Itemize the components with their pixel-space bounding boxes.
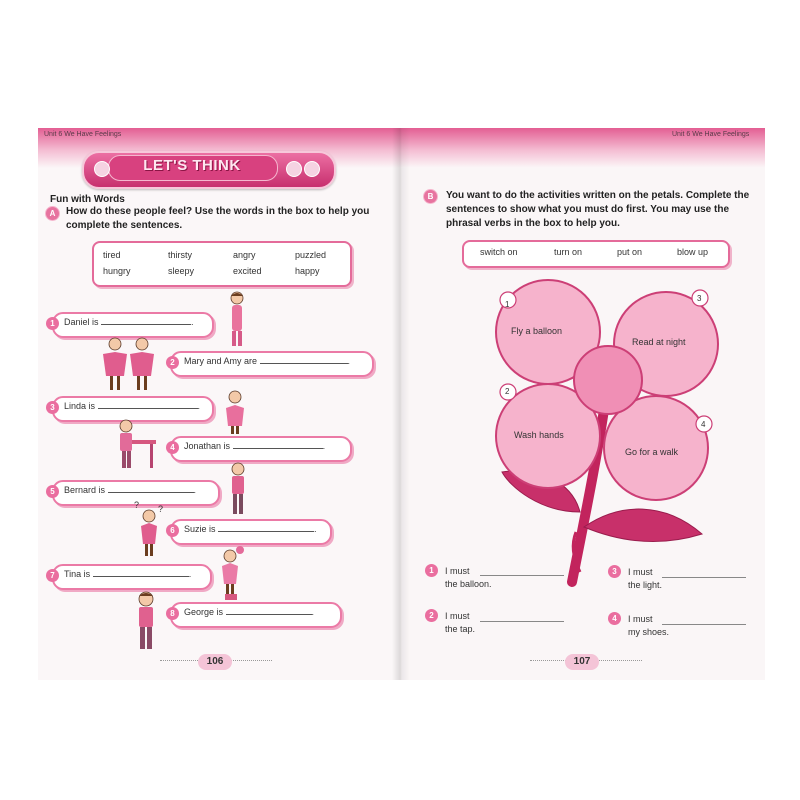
boy-at-desk-figure [110,416,160,472]
girl-with-flowers-figure [216,544,246,600]
word-box-item: happy [295,266,320,276]
word-box-item: excited [233,266,262,276]
answer-line2: the tap. [445,624,476,634]
question-text: Linda is . [64,401,201,411]
question-text: Suzie is . [184,524,317,534]
answer-line2: my shoes. [628,627,670,637]
question-text: George is . [184,607,315,617]
svg-text:?: ? [158,504,164,514]
question-number: 8 [166,607,179,620]
answer-blank[interactable] [260,363,348,364]
question-number: 7 [46,569,59,582]
word-box-item: puzzled [295,250,327,260]
answer-number: 2 [425,609,438,622]
answer-blank[interactable] [226,614,312,615]
question-text: Mary and Amy are . [184,356,351,366]
answer-number: 1 [425,564,438,577]
question-text: Daniel is . [64,317,194,327]
answer-line2: the balloon. [445,579,492,589]
petal-label: Fly a balloon [511,326,563,336]
banner-title: LET'S THINK [143,157,241,174]
word-box-item: hungry [103,266,131,276]
page-number: 107 [565,654,599,670]
question-number: 1 [46,317,59,330]
phrasal-verb: blow up [677,247,709,257]
child-figure [224,290,250,350]
answer-blank[interactable] [662,624,746,625]
phrasal-verb: switch on [480,247,518,257]
petal-label: Wash hands [514,430,564,440]
petal-label: Go for a walk [625,447,679,457]
flower-icon [304,161,320,177]
page-number: 106 [198,654,232,670]
phrasal-verb: put on [617,247,643,257]
answer-blank[interactable] [108,492,194,493]
petal-number: 4 [701,420,706,429]
question-text: Bernard is . [64,485,197,495]
boy-figure [226,460,250,516]
section-title: Fun with Words [50,194,125,205]
answer-blank[interactable] [662,577,746,578]
flower-icon [286,161,302,177]
answer-number: 4 [608,612,621,625]
phrasal-verb: turn on [554,247,583,257]
boy-figure [132,590,160,652]
question-text: Tina is . [64,569,192,579]
part-a-badge: A [46,207,59,220]
part-a-instruction: How do these people feel? Use the words in the box to help you complete the sentences. [66,206,370,231]
answer-line1: I must [628,614,653,624]
answer-blank[interactable] [101,324,191,325]
petal-number: 2 [505,387,510,396]
answer-blank[interactable] [480,575,564,576]
question-number: 4 [166,441,179,454]
petal-label: Read at night [632,337,686,347]
question-number: 3 [46,401,59,414]
left-unit-label: Unit 6 We Have Feelings [44,131,122,138]
word-box-item: tired [103,250,121,260]
answer-line1: I must [445,566,470,576]
answer-line2: the light. [628,580,663,590]
answer-blank[interactable] [480,621,564,622]
right-unit-label: Unit 6 We Have Feelings [672,131,750,138]
answer-blank[interactable] [218,531,314,532]
answer-line1: I must [445,611,470,621]
question-number: 2 [166,356,179,369]
book-gutter [392,128,410,680]
girl-figure [222,388,248,434]
answer-blank[interactable] [93,576,189,577]
answer-blank[interactable] [98,408,198,409]
answer-number: 3 [608,565,621,578]
answer-blank[interactable] [233,448,323,449]
question-text: Jonathan is . [184,441,326,451]
word-box-item: sleepy [168,266,195,276]
petal-number: 1 [505,300,510,309]
svg-text:?: ? [134,500,140,510]
puzzled-girl-figure [132,498,166,558]
part-b-badge: B [424,190,437,203]
petal-number: 3 [697,294,702,303]
word-box-item: thirsty [168,250,193,260]
question-number: 5 [46,485,59,498]
part-b-instruction: You want to do the activities written on the petals. Complete the sentences to show what you must do first. You may use the phrasal verbs in the box to help you. [446,190,750,229]
word-box [92,241,352,287]
word-box-item: angry [233,250,256,260]
two-girls-figure [100,334,158,392]
question-number: 6 [166,524,179,537]
answer-line1: I must [628,567,653,577]
